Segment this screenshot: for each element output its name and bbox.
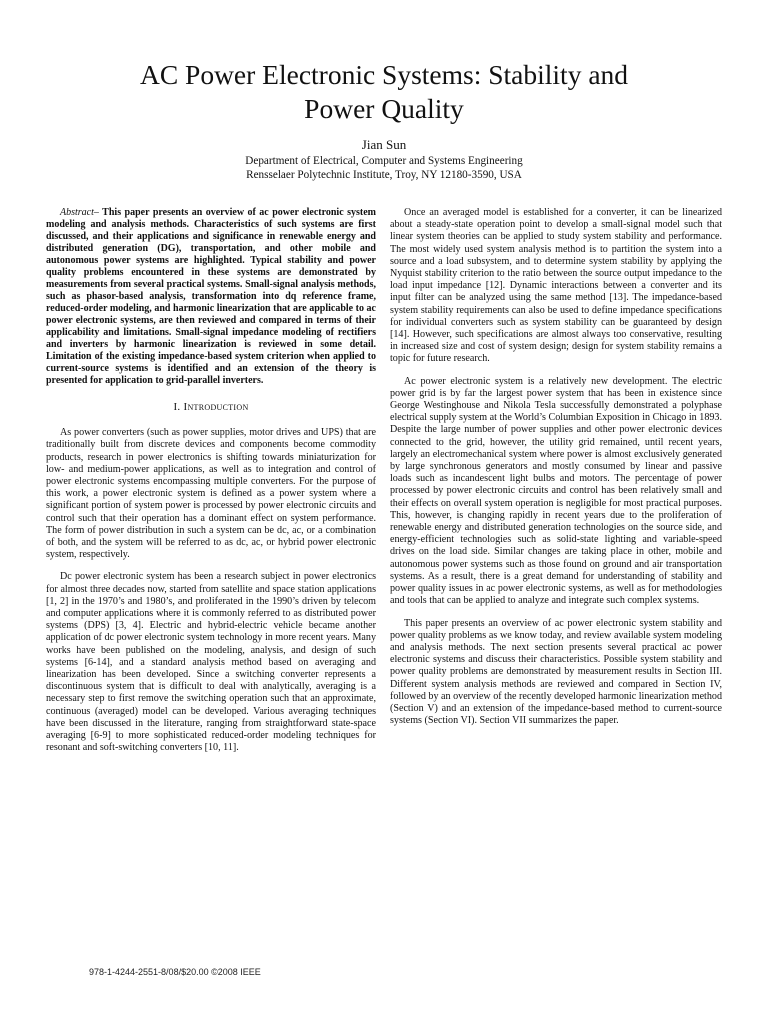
copyright-footer: 978-1-4244-2551-8/08/$20.00 ©2008 IEEE <box>89 967 261 977</box>
paper-title <box>60 58 708 126</box>
author-affiliation <box>0 154 768 182</box>
section-heading-introduction: I. Introduction <box>173 401 249 413</box>
abstract-label: Abstract– <box>60 207 99 218</box>
right-column <box>390 207 722 737</box>
title-line-2: Power Quality <box>304 93 464 124</box>
body-paragraph: Dc power electronic system has been a research subject in power electronics for almost three decades now, started from satellite and space station applications [1, 2] in the 1970’s and 1980’s, and proliferated in the 1990’s driven by telecom and computer applications where it is commonly referred to as distributed power systems (DPS) [3, 4]. Electric and hybrid-electric vehicle became another application of dc power electronic system technology in more recent years. Many works have been published on the modeling, analysis, and design of such systems [6-14], and a standard analysis method based on averaging and linearization has been developed. Since a switching converter represents a discontinuous system that is difficult to deal with analytically, averaging is a necessary step to first remove the switching operation such that an approximate, continuous (averaged) model can be developed. Various averaging techniques have been discussed in the literature, ranging from straightforward state-space averaging [6-9] to more sophisticated reduced-order modeling techniques for resonant and soft-switching converters [10, 11]. <box>46 571 376 754</box>
author-name: Jian Sun <box>361 137 407 152</box>
body-paragraph: This paper presents an overview of ac power electronic system stability and power quality problems as we know today, and review available system modeling and analysis methods. The next section presents several practical ac power electronic systems and discuss their characteristics. Possible system stability and power quality problems are demonstrated by measurement results in Section III. Different system analysis methods are reviewed and compared in Section IV, followed by an overview of the recently developed harmonic linearization method (Section V) and an extension of the impedance-based method to current-source systems (Section VI). Section VII summarizes the paper. <box>390 617 722 727</box>
body-paragraph: Once an averaged model is established for a converter, it can be linearized about a steady-state operation point to develop a small-signal model such that linear system theories can be applied to study system stability and performance. The most widely used system analysis method is to partition the system into a source and a load subsystem, and to determine system stability by applying the Nyquist stability criterion to the ratio between the source output impedance to the load input impedance [12]. Dynamic interactions between a converter and its input filter can be analyzed using the same method [13]. The impedance-based system stability requirements can also be used to define impedance specifications for individual converters such as system stability can be guaranteed by design [14]. However, such specifications are almost always too conservative, resulting in increased size and cost of system design; design for system stability remains a topic for future research. <box>390 207 722 365</box>
body-paragraph: As power converters (such as power supplies, motor drives and UPS) that are traditionally built from discrete devices and components become commodity products, research in power electronics is shifting towards miniaturization for low- and medium-power applications, as well as to integration and control of power electronic systems encompassing multiple converters. For the purpose of this work, a power electronic system is defined as a power system where a significant portion of system power is processed by power electronic circuits and control such that their operation has a dominant effect on system performance. The form of power distribution in such a system can be dc, ac, or a combination of both, and the system will be referred to as dc, ac, or hybrid power electronic system, respectively. <box>46 427 376 561</box>
left-column <box>46 207 376 764</box>
abstract-text: This paper presents an overview of ac power electronic system modeling and analysis methods. Characteristics of such systems are first discussed, and their applications and significance in renewable energy and distributed generation (DG), transportation, and other mobile and autonomous power systems are highlighted. Typical stability and power quality problems encountered in these systems are demonstrated by measurements from several practical systems. Small-signal analysis methods, such as phasor-based analysis, transformation into dq reference frame, reduced-order modeling, and harmonic linearization that are applicable to ac power electronic systems, are then reviewed and compared in terms of their applicability and limitations. Small-signal impedance modeling of rectifiers and inverters by harmonic linearization is reviewed in some detail. Limitation of the existing impedance-based system criterion when applied to current-source systems is identified and an extension of the theory is presented for application to grid-parallel inverters. <box>46 207 376 386</box>
abstract <box>46 207 376 387</box>
body-paragraph: Ac power electronic system is a relatively new development. The electric power grid is by far the largest power system that has been in existence since George Westinghouse and Nikola Tesla successfully demonstrated a polyphase electrical supply system at the World’s Columbian Exposition in Chicago in 1893. Despite the large number of power supplies and other power electronic devices connected to the grid, however, the utility grid remained, until recent years, largely an electromechanical system where power is almost exclusively generated by large synchronous generators and mostly consumed by linear and passive loads such as incandescent light bulbs and motors. The percentage of power processed by power electronic circuits and control has been relatively small and their effects on overall system operation is negligible for most practical purposes. This, however, is changing rapidly in recent years due to the proliferation of renewable energy and distributed generation technologies on the source side, and energy-efficient technologies such as solid-state lighting and variable-speed drives on the load side. Similar changes are taking place in other, mobile and autonomous power systems such as those found on ground and air transportation systems. As a result, there is a great demand for understanding of stability and power quality issues in ac power electronic systems, as well as for methodologies and tools that can be applied to analyze and integrate such complex systems. <box>390 375 722 607</box>
affiliation-line-1: Department of Electrical, Computer and Systems Engineering <box>245 155 523 167</box>
affiliation-line-2: Rensselaer Polytechnic Institute, Troy, NY 12180-3590, USA <box>246 169 522 181</box>
title-line-1: AC Power Electronic Systems: Stability and <box>139 59 629 90</box>
